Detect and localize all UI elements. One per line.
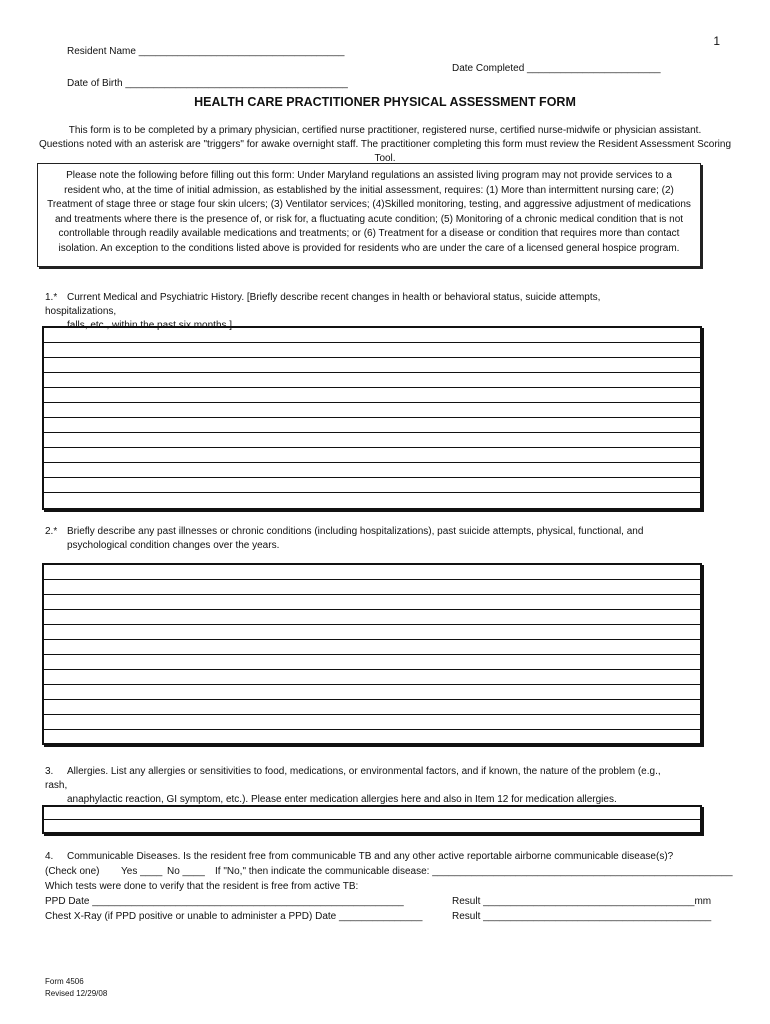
answer-line[interactable] bbox=[44, 358, 700, 373]
answer-line[interactable] bbox=[44, 403, 700, 418]
question-1-answer-grid[interactable] bbox=[42, 326, 702, 510]
question-3-answer-grid[interactable] bbox=[42, 805, 702, 834]
answer-line[interactable] bbox=[44, 343, 700, 358]
answer-line[interactable] bbox=[44, 670, 700, 685]
answer-line[interactable] bbox=[44, 493, 700, 508]
question-1-line-1: Current Medical and Psychiatric History. [Briefly describe recent changes in health or behavioral status, suicide attempts, hospitalizations, bbox=[45, 292, 601, 317]
answer-line[interactable] bbox=[44, 373, 700, 388]
form-title: HEALTH CARE PRACTITIONER PHYSICAL ASSESSMENT FORM bbox=[194, 95, 576, 109]
yes-option[interactable]: Yes ____ bbox=[121, 866, 163, 877]
answer-line[interactable] bbox=[44, 700, 700, 715]
notice-line-3: Treatment of stage three or stage four skin ulcers; (3) Ventilator services; (4)Skilled monitoring, testing, and aggressive adjustment of medications bbox=[47, 199, 691, 211]
intro-line-1: This form is to be completed by a primary physician, certified nurse practitioner, registered nurse, certified nurse-midwife or physician assistant. bbox=[68, 125, 702, 136]
notice-line-2: resident who, at the time of initial admission, as established by the initial assessment, requires: (1) More than intermittent nursing care; (2) bbox=[64, 184, 674, 196]
ppd-result-field[interactable]: Result ______________________________________mm bbox=[452, 896, 712, 907]
question-2-line-1: Briefly describe any past illnesses or chronic conditions (including hospitalizations), past suicide attempts, physical, functional, and bbox=[67, 526, 644, 537]
answer-line[interactable] bbox=[44, 685, 700, 700]
answer-line[interactable] bbox=[44, 463, 700, 478]
question-4-line-1: Communicable Diseases. Is the resident free from communicable TB and any other active reportable airborne communicable disease(s)? bbox=[67, 851, 674, 862]
answer-line[interactable] bbox=[44, 580, 700, 595]
answer-line[interactable] bbox=[44, 640, 700, 655]
page-number: 1 bbox=[713, 34, 720, 48]
question-2-number: 2.* bbox=[45, 526, 58, 537]
question-3 bbox=[45, 765, 665, 807]
answer-line[interactable] bbox=[44, 328, 700, 343]
chest-xray-date-field[interactable]: Chest X-Ray (if PPD positive or unable to administer a PPD) Date _______________ bbox=[45, 911, 423, 922]
form-number: Form 4506 bbox=[45, 977, 84, 986]
date-of-birth-field[interactable]: Date of Birth ________________________________________ bbox=[67, 78, 348, 89]
no-option[interactable]: No ____ bbox=[167, 866, 205, 877]
question-2 bbox=[45, 525, 665, 553]
intro-text bbox=[30, 124, 740, 166]
chest-xray-result-field[interactable]: Result _________________________________________ bbox=[452, 911, 712, 922]
question-4 bbox=[45, 851, 673, 862]
date-completed-field[interactable]: Date Completed ________________________ bbox=[452, 63, 661, 74]
revision-date: Revised 12/29/08 bbox=[45, 989, 108, 998]
answer-line[interactable] bbox=[44, 820, 700, 832]
answer-line[interactable] bbox=[44, 595, 700, 610]
answer-line[interactable] bbox=[44, 565, 700, 580]
answer-line[interactable] bbox=[44, 610, 700, 625]
answer-line[interactable] bbox=[44, 730, 700, 745]
question-1-line-2: falls, etc., within the past six months.] bbox=[67, 320, 233, 331]
answer-line[interactable] bbox=[44, 448, 700, 463]
answer-line[interactable] bbox=[44, 625, 700, 640]
notice-line-1: Please note the following before filling out this form: Under Maryland regulations an assisted living program may not provide services to a bbox=[66, 170, 672, 181]
notice-line-4: and treatments where there is the presence of, or risk for, a fluctuating acute condition; (5) Monitoring of a chronic medical condition that is not bbox=[54, 213, 684, 225]
question-2-answer-grid[interactable] bbox=[42, 563, 702, 745]
question-3-line-2: anaphylactic reaction, GI symptom, etc.). Please enter medication allergies here and also in Item 12 for medication allergies. bbox=[67, 794, 617, 805]
resident-name-field[interactable]: Resident Name _____________________________________ bbox=[67, 46, 345, 57]
answer-line[interactable] bbox=[44, 433, 700, 448]
notice-line-5: controllable through readily available medications and treatments; or (6) Treatment for a disease or condition that requires more than contact bbox=[58, 228, 680, 240]
tb-tests-label: Which tests were done to verify that the resident is free from active TB: bbox=[45, 881, 359, 892]
regulation-notice-box bbox=[37, 163, 701, 267]
check-one-label: (Check one) bbox=[45, 866, 100, 877]
question-3-line-1: Allergies. List any allergies or sensitivities to food, medications, or environmental factors, and if known, the nature of the problem (e.g., rash, bbox=[45, 766, 661, 791]
answer-line[interactable] bbox=[44, 388, 700, 403]
answer-line[interactable] bbox=[44, 478, 700, 493]
intro-line-2: Questions noted with an asterisk are "triggers" for awake overnight staff. The practitioner completing this form must review the Resident Assessment Scoring Tool. bbox=[38, 139, 732, 164]
notice-line-6: isolation. An exception to the conditions listed above is provided for residents who are under the care of a licensed general hospice program. bbox=[58, 242, 680, 254]
communicable-disease-field[interactable]: If "No," then indicate the communicable disease: ______________________________________________________ bbox=[215, 866, 733, 877]
question-2-line-2: psychological condition changes over the years. bbox=[67, 540, 280, 551]
answer-line[interactable] bbox=[44, 655, 700, 670]
answer-line[interactable] bbox=[44, 807, 700, 820]
question-1-number: 1.* bbox=[45, 292, 58, 303]
ppd-date-field[interactable]: PPD Date ________________________________________________________ bbox=[45, 896, 404, 907]
answer-line[interactable] bbox=[44, 418, 700, 433]
question-4-number: 4. bbox=[45, 851, 54, 862]
form-footer bbox=[45, 976, 107, 1000]
answer-line[interactable] bbox=[44, 715, 700, 730]
question-3-number: 3. bbox=[45, 766, 54, 777]
